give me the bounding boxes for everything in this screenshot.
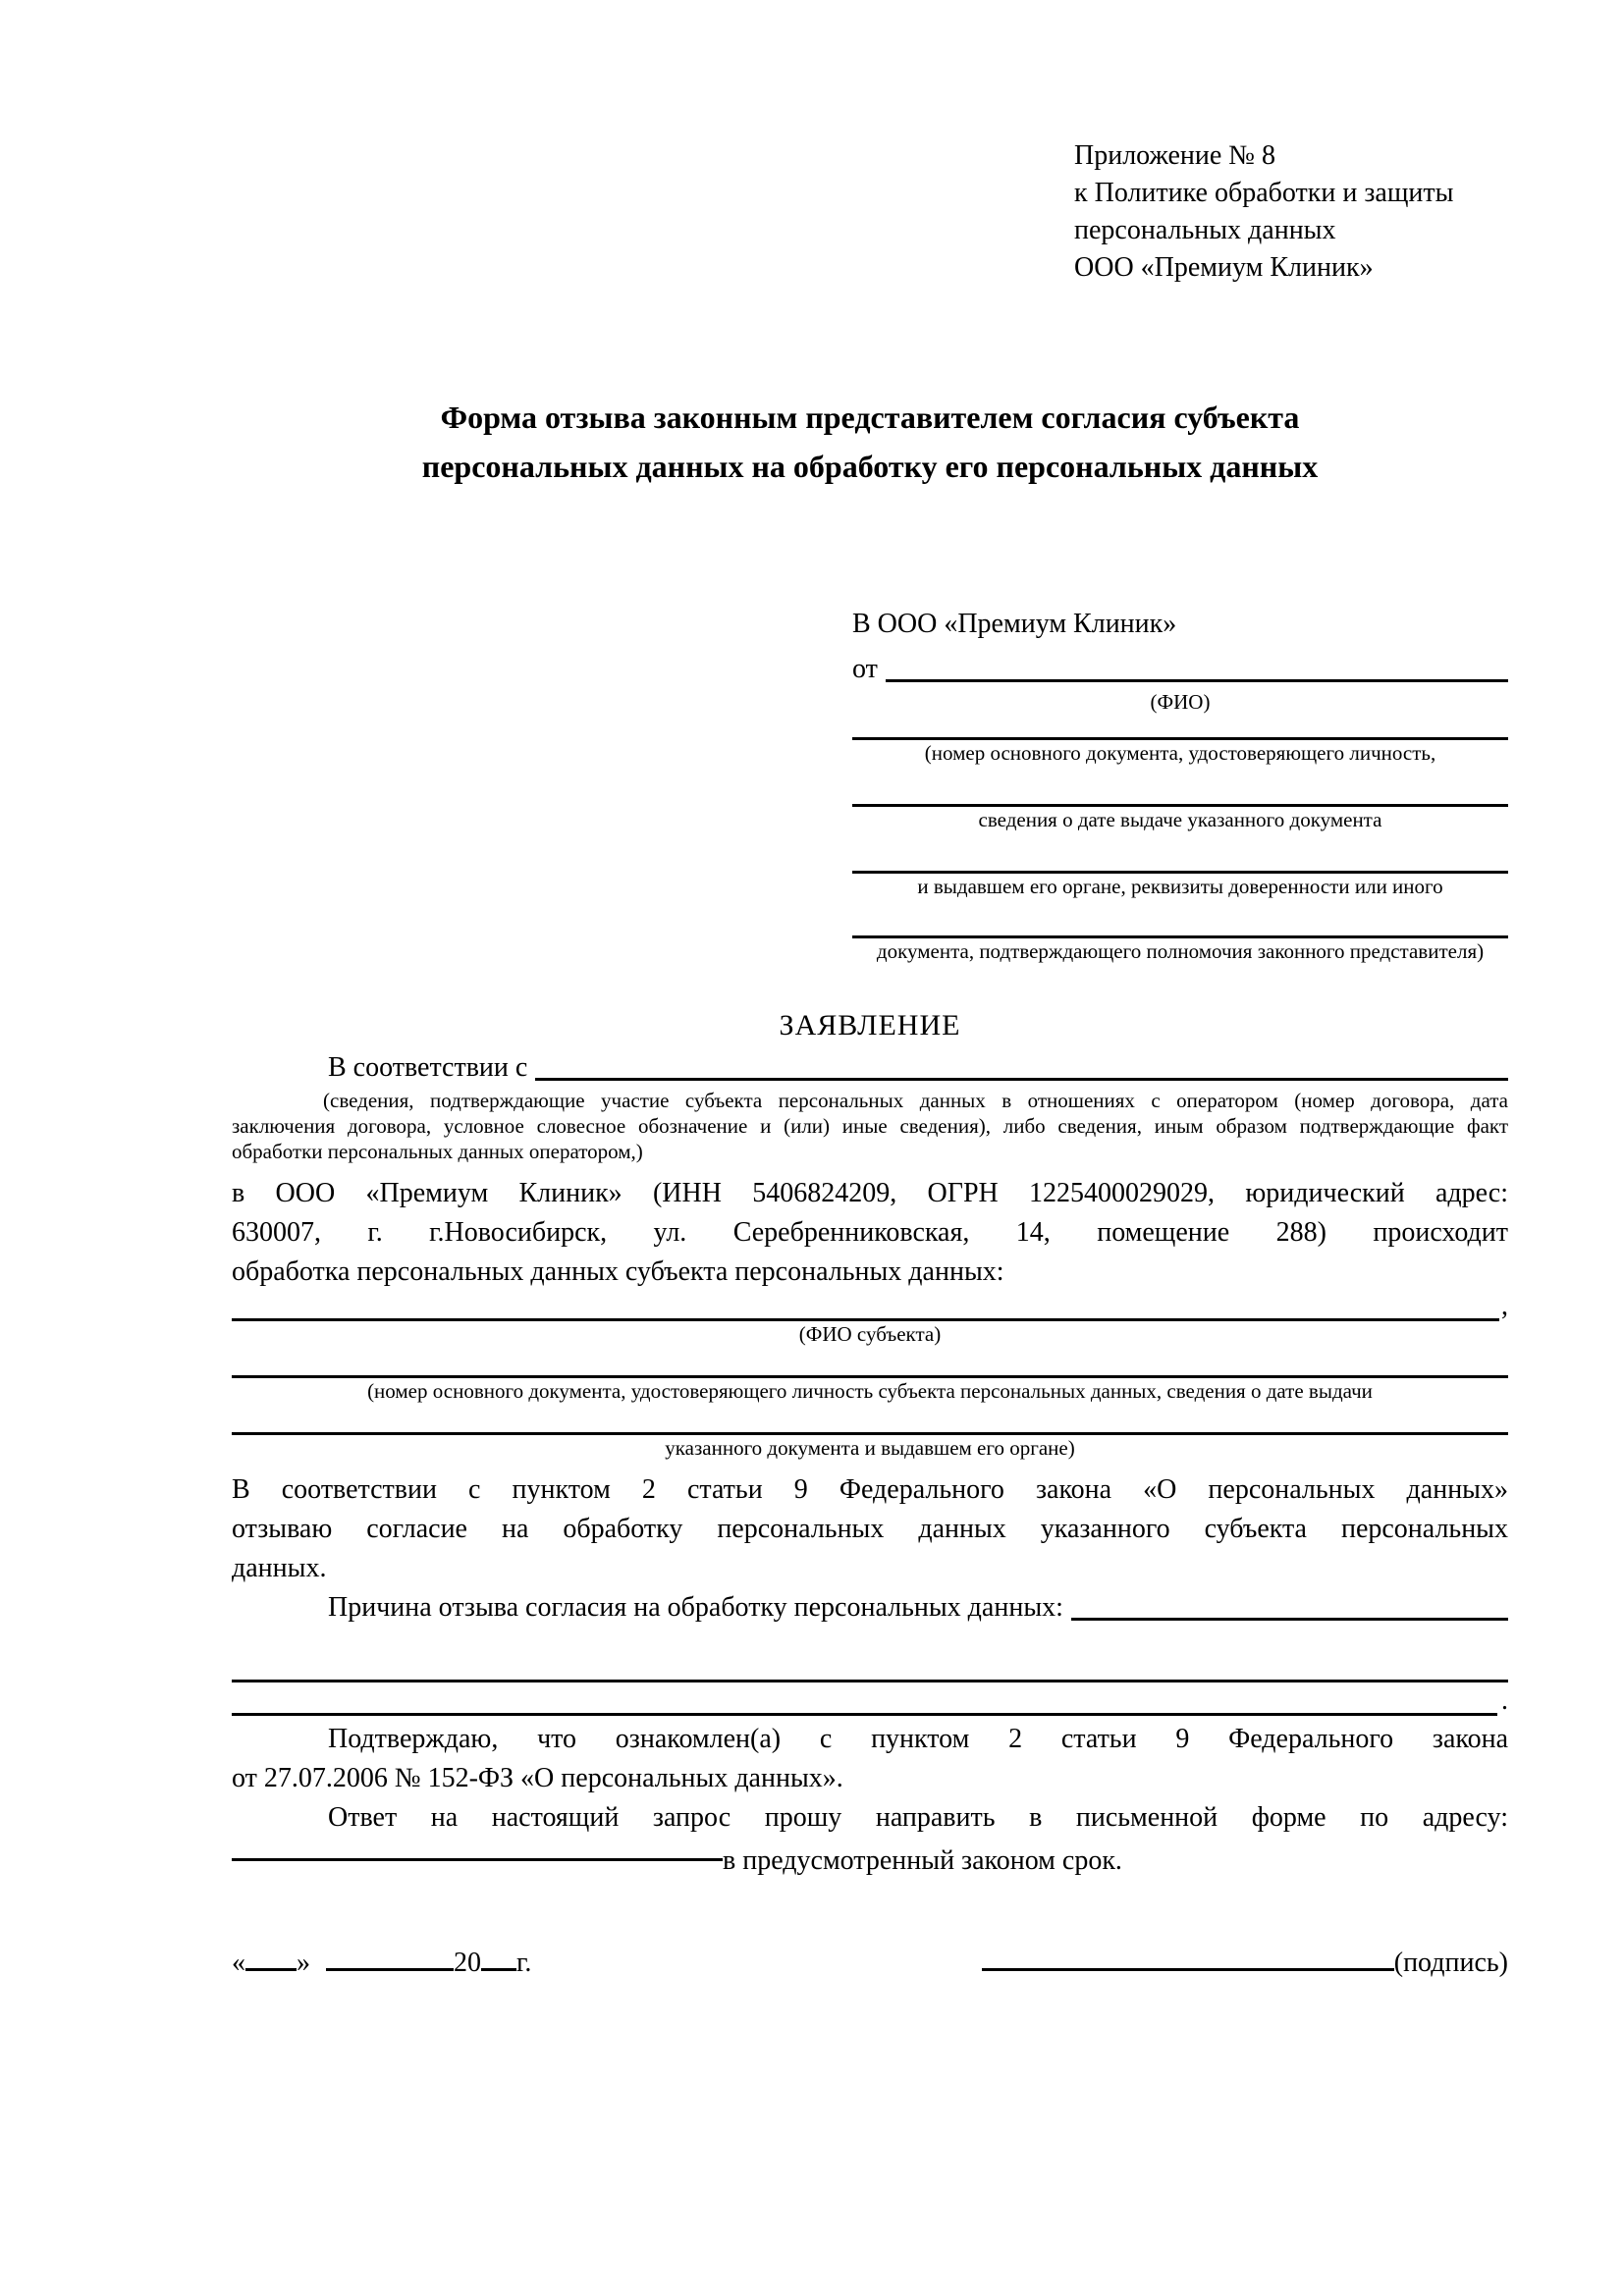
addressee-block (852, 605, 1508, 964)
paragraph-indent (232, 1048, 328, 1088)
subject-doc-field-1[interactable] (232, 1347, 1508, 1378)
operator-paragraph-line: в ООО «Премиум Клиник» (ИНН 5406824209, ОГРН 1225400029029, юридический адрес: (232, 1178, 1508, 1208)
representative-doc-caption-3: и выдавшем его органе, реквизиты доверенности или иного (917, 875, 1443, 898)
representative-doc-caption-2: сведения о дате выдаче указанного документа (978, 808, 1382, 831)
subject-doc-caption-1: (номер основного документа, удостоверяющего личность субъекта персональных данных, сведения о дате выдачи (367, 1379, 1373, 1403)
reply-deadline-text: в предусмотренный законом срок. (723, 1845, 1122, 1876)
consent-basis-row (232, 1048, 1508, 1088)
year-prefix: 20 (454, 1948, 481, 1978)
reason-field[interactable] (1071, 1588, 1508, 1621)
note-line: заключения договора, условное словесное обозначение и (или) иные сведения), либо сведения, иным образом подтверждающие факт (232, 1114, 1508, 1138)
subject-doc-caption-2: указанного документа и выдавшем его органе) (665, 1436, 1075, 1460)
consent-basis-field[interactable] (535, 1048, 1508, 1081)
operator-paragraph (232, 1174, 1508, 1292)
consent-basis-label: В соответствии с (328, 1052, 528, 1083)
withdrawal-paragraph-line: данных. (232, 1553, 327, 1583)
operator-paragraph-line: 630007, г. г.Новосибирск, ул. Серебренниковская, 14, помещение 288) происходит (232, 1217, 1508, 1248)
reason-label: Причина отзыва согласия на обработку персональных данных: (328, 1592, 1063, 1623)
confirmation-paragraph-line: Подтверждаю, что ознакомлен(а) с пунктом 2 статьи 9 Федерального закона (328, 1724, 1508, 1754)
day-blank-field[interactable] (245, 1948, 297, 1971)
year-suffix: г. (516, 1948, 532, 1978)
sentence-period: . (1501, 1685, 1508, 1716)
subject-fio-field[interactable] (232, 1296, 1499, 1321)
open-quote: « (232, 1948, 245, 1978)
form-title-line: персональных данных на обработку его персональных данных (421, 449, 1319, 484)
representative-doc-caption-4: документа, подтверждающего полномочия законного представителя) (876, 939, 1485, 963)
signature-blank-field[interactable] (982, 1948, 1394, 1971)
appendix-header-line: к Политике обработки и защиты (1074, 178, 1454, 208)
addressee-organization: В ООО «Премиум Клиник» (852, 609, 1177, 639)
from-label: от (852, 654, 878, 684)
representative-doc-field-2[interactable] (852, 766, 1508, 807)
form-title (232, 393, 1508, 491)
appendix-header (1074, 137, 1508, 287)
reason-row (232, 1588, 1508, 1628)
note-line: обработки персональных данных оператором,) (232, 1140, 643, 1163)
representative-doc-field-3[interactable] (852, 832, 1508, 874)
from-row (852, 644, 1508, 689)
statement-heading: ЗАЯВЛЕНИЕ (779, 1009, 961, 1041)
note-line: (сведения, подтверждающие участие субъекта персональных данных в отношениях с оператором (номер договора, дата (323, 1089, 1508, 1112)
representative-name-field[interactable] (886, 644, 1508, 682)
signature-row (232, 1944, 1508, 1983)
withdrawal-paragraph (232, 1470, 1508, 1588)
reason-field-row-3 (232, 1682, 1508, 1716)
signature-field-group (982, 1944, 1508, 1983)
date-field (232, 1944, 531, 1983)
paragraph-indent (232, 1588, 328, 1628)
appendix-header-line: персональных данных (1074, 215, 1336, 245)
representative-doc-caption-1: (номер основного документа, удостоверяющего личность, (924, 741, 1436, 765)
signature-caption: (подпись) (1393, 1948, 1508, 1978)
month-blank-field[interactable] (326, 1948, 454, 1971)
appendix-header-line: Приложение № 8 (1074, 140, 1275, 171)
reason-field-line-3[interactable] (232, 1682, 1497, 1716)
subject-fio-caption: (ФИО субъекта) (798, 1322, 942, 1346)
form-title-line: Форма отзыва законным представителем согласия субъекта (440, 400, 1300, 435)
close-quote: » (297, 1948, 310, 1978)
withdrawal-paragraph-line: отзываю согласие на обработку персональных данных указанного субъекта персональных (232, 1514, 1508, 1544)
reason-field-line-2[interactable] (232, 1643, 1508, 1682)
subject-doc-field-2[interactable] (232, 1404, 1508, 1435)
confirmation-paragraph (232, 1720, 1508, 1798)
subject-fio-comma: , (1501, 1291, 1508, 1321)
representative-doc-field-4[interactable] (852, 899, 1508, 938)
consent-basis-note (232, 1088, 1508, 1164)
year-blank-field[interactable] (481, 1948, 516, 1971)
reply-paragraph (232, 1798, 1508, 1838)
fio-caption: (ФИО) (1150, 690, 1211, 714)
representative-doc-field-1[interactable] (852, 715, 1508, 740)
operator-paragraph-line: обработка персональных данных субъекта персональных данных: (232, 1256, 1004, 1287)
reply-address-row (232, 1838, 1508, 1881)
confirmation-paragraph-line: от 27.07.2006 № 152-ФЗ «О персональных данных». (232, 1763, 843, 1793)
reply-paragraph-line: Ответ на настоящий запрос прошу направить в письменной форме по адресу: (328, 1802, 1508, 1833)
withdrawal-paragraph-line: В соответствии с пунктом 2 статьи 9 Федерального закона «О персональных данных» (232, 1474, 1508, 1505)
appendix-header-line: ООО «Премиум Клиник» (1074, 252, 1374, 283)
subject-fio-row (232, 1292, 1508, 1321)
reply-address-field[interactable] (232, 1838, 723, 1861)
